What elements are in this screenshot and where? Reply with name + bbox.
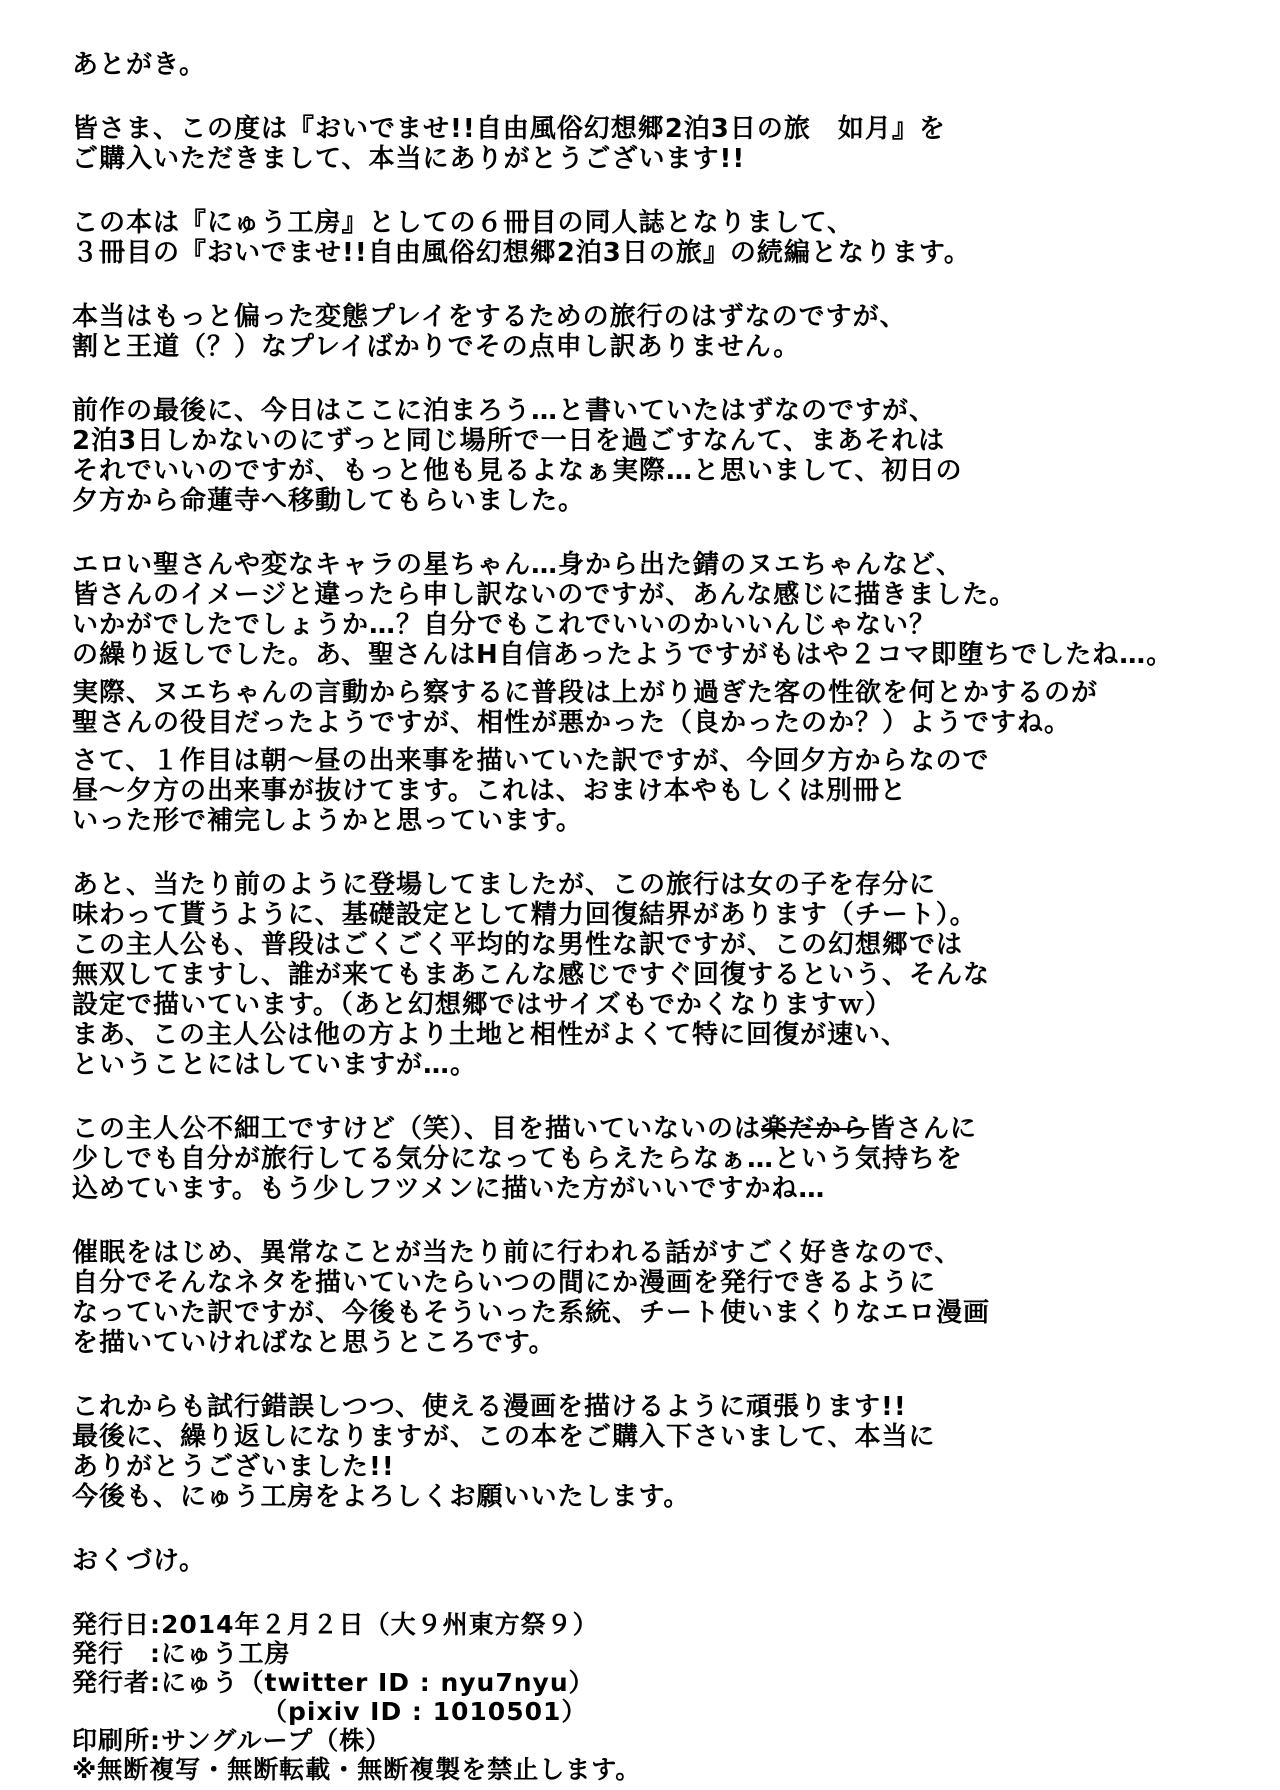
colophon-author: 発行者:にゅう（twitter ID : nyu7nyu） — [72, 1668, 595, 1697]
text-line: さて、１作目は朝〜昼の出来事を描いていた訳ですが、今回夕方からなので — [72, 746, 990, 776]
text-line: を描いていければなと思うところです。 — [72, 1328, 556, 1358]
colophon-publisher: 発行 :にゅう工房 — [72, 1639, 291, 1668]
paragraph-role — [72, 678, 1222, 738]
text-line: 2泊3日しかないのにずっと同じ場所で一日を過ごすなんて、まあそれは — [72, 426, 946, 456]
text-line: あと、当たり前のように登場してましたが、この旅行は女の子を存分に — [72, 870, 937, 900]
text-line: 本当はもっと偏った変態プレイをするための旅行のはずなのですが、 — [72, 302, 907, 332]
text-line — [72, 1114, 1222, 1144]
text-line: それでいいのですが、もっと他も見るよなぁ実際…と思いまして、初日の — [72, 456, 963, 486]
text-line: いった形で補完しようかと思っています。 — [72, 806, 583, 836]
paragraph-apology — [72, 302, 1222, 362]
afterword-content — [72, 50, 1222, 1784]
text-line: 聖さんの役目だったようですが、相性が悪かった（良かったのか？）ようですね。 — [72, 708, 1072, 738]
text-line: これからも試行錯誤しつつ、使える漫画を描けるように頑張ります!! — [72, 1392, 907, 1422]
text-line: なっていた訳ですが、今後もそういった系統、チート使いまくりなエロ漫画 — [72, 1298, 991, 1328]
text-line: この主人公も、普段はごくごく平均的な男性な訳ですが、この幻想郷では — [72, 930, 964, 960]
text-line: 夕方から命蓮寺へ移動してもらいました。 — [72, 486, 586, 516]
text-line: ありがとうございました!! — [72, 1452, 395, 1482]
paragraph-previous-work — [72, 396, 1222, 516]
text-line: の繰り返しでした。あ、聖さんはH自信あったようですがもはや２コマ即堕ちでしたね…。 — [72, 640, 1174, 670]
text-line: エロい聖さんや変なキャラの星ちゃん…身から出た錆のヌエちゃんなど、 — [72, 550, 964, 580]
text-line: 昼〜夕方の出来事が抜けてます。これは、おまけ本やもしくは別冊と — [72, 776, 907, 806]
text-line: この本は『にゅう工房』としての６冊目の同人誌となりまして、 — [72, 208, 854, 238]
colophon-heading: おくづけ。 — [72, 1546, 206, 1576]
text-line: ということにはしていますが…。 — [72, 1050, 478, 1080]
text-line: 今後も、にゅう工房をよろしくお願いいたします。 — [72, 1482, 691, 1512]
text-line: 味わって貰うように、基礎設定として精力回復結界があります（チート）。 — [72, 900, 977, 930]
paragraph-characters — [72, 550, 1222, 670]
text-line: 無双してますし、誰が来てもまあこんな感じですぐ回復するという、そんな — [72, 960, 991, 990]
text-line: 実際、ヌエちゃんの言動から察するに普段は上がり過ぎた客の性欲を何とかするのが — [72, 678, 1099, 708]
paragraph-series — [72, 208, 1222, 268]
paragraph-thanks — [72, 114, 1222, 174]
text-line: 前作の最後に、今日はここに泊まろう…と書いていたはずなのですが、 — [72, 396, 937, 426]
afterword-heading: あとがき。 — [72, 50, 206, 80]
text-segment: この主人公不細工ですけど（笑）、目を描いていないのは — [72, 1114, 762, 1144]
colophon-printer: 印刷所:サングループ（株） — [72, 1726, 392, 1755]
colophon — [72, 1610, 1222, 1784]
text-line: いかがでしたでしょうか…？自分でもこれでいいのかいいんじゃない？ — [72, 610, 937, 640]
text-line: 設定で描いています。（あと幻想郷ではサイズもでかくなりますｗ） — [72, 990, 892, 1020]
text-line: 最後に、繰り返しになりますが、この本をご購入下さいまして、本当に — [72, 1422, 936, 1452]
paragraph-hypnosis — [72, 1238, 1222, 1358]
strikethrough-text: 楽だから — [761, 1114, 870, 1144]
text-line: まあ、この主人公は他の方より土地と相性がよくて特に回復が速い、 — [72, 1020, 908, 1050]
paragraph-setting — [72, 870, 1222, 1080]
text-segment: 皆さんに — [869, 1114, 978, 1144]
text-line: 少しでも自分が旅行してる気分になってもらえたらなぁ…という気持ちを — [72, 1144, 964, 1174]
colophon-date: 発行日:2014年２月２日（大９州東方祭９） — [72, 1610, 599, 1639]
text-line: 割と王道（？）なプレイばかりでその点申し訳ありません。 — [72, 332, 801, 362]
text-line: ３冊目の『おいでませ!!自由風俗幻想郷2泊3日の旅』の続編となります。 — [72, 238, 971, 268]
colophon-pixiv: （pixiv ID : 1010501） — [262, 1697, 588, 1726]
paragraph-protagonist — [72, 1114, 1222, 1204]
paragraph-timeline — [72, 746, 1222, 836]
text-line: 皆さま、この度は『おいでませ!!自由風俗幻想郷2泊3日の旅 如月』を — [72, 114, 946, 144]
text-line: 催眠をはじめ、異常なことが当たり前に行われる話がすごく好きなので、 — [72, 1238, 962, 1268]
text-line: ご購入いただきまして、本当にありがとうございます!! — [72, 144, 746, 174]
colophon-notice: ※無断複写・無断転載・無断複製を禁止します。 — [72, 1755, 642, 1784]
paragraph-closing — [72, 1392, 1222, 1512]
text-line: 皆さんのイメージと違ったら申し訳ないのですが、あんな感じに描きました。 — [72, 580, 1017, 610]
text-line: 込めています。もう少しフツメンに描いた方がいいですかね… — [72, 1174, 826, 1204]
text-line: 自分でそんなネタを描いていたらいつの間にか漫画を発行できるように — [72, 1268, 937, 1298]
